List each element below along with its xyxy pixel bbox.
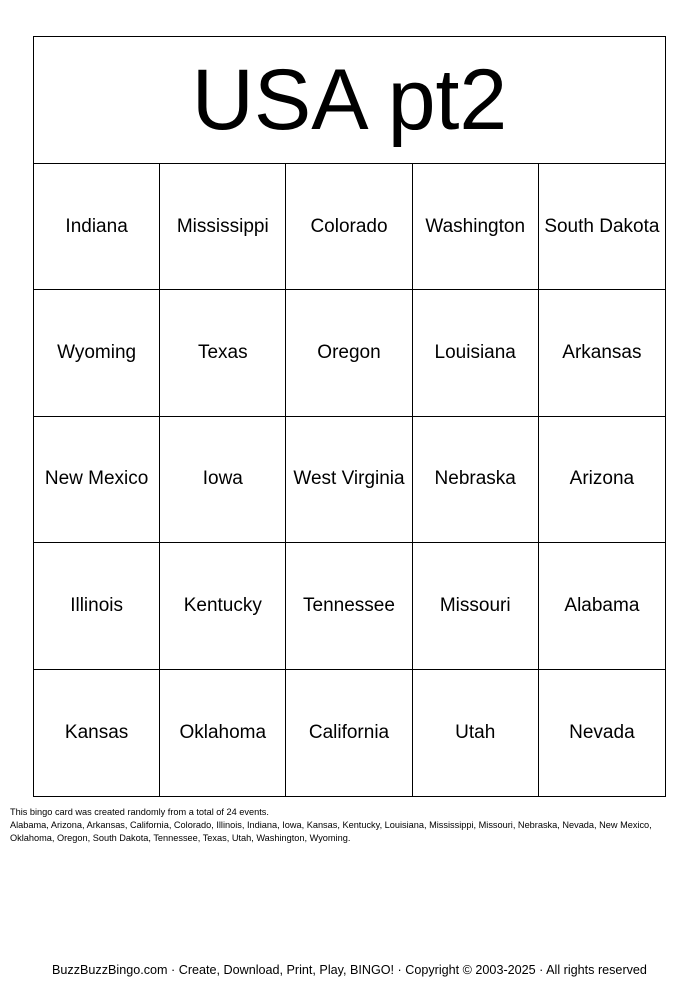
bingo-cell: Arkansas [539,290,665,416]
bingo-cell: Texas [160,290,286,416]
bingo-cell: Kansas [34,670,160,796]
bingo-cell: Arizona [539,417,665,543]
bingo-cell: Iowa [160,417,286,543]
bingo-cell: Washington [413,164,539,290]
bingo-grid [34,164,665,796]
bingo-cell: California [286,670,412,796]
page-footer: BuzzBuzzBingo.com · Create, Download, Print, Play, BINGO! · Copyright © 2003-2025 · All rights reserved [52,963,647,977]
bingo-cell: Nevada [569,721,635,743]
bingo-cell: Oregon [286,290,412,416]
bingo-cell: Indiana [34,164,160,290]
bingo-cell: Alabama [539,543,665,669]
bingo-cell: Oklahoma [160,670,286,796]
bingo-cell: Wyoming [34,290,160,416]
bingo-cell: South Dakota [539,164,665,290]
bingo-cell: Utah [413,670,539,796]
note-event-list: Alabama, Arizona, Arkansas, California, Colorado, Illinois, Indiana, Iowa, Kansas, Kentucky, Louisiana, Mississippi, Missouri, Nebraska, Nevada, New Mexico, Oklahoma, Oregon, South Dakota, Tennessee, Texas, Utah, Washington, Wyoming. [10,820,652,843]
bingo-cell: Kentucky [160,543,286,669]
bingo-cell: Illinois [34,543,160,669]
card-note [10,806,690,845]
card-title: USA pt2 [34,37,665,164]
note-summary: This bingo card was created randomly from a total of 24 events. [10,807,269,817]
bingo-cell: Colorado [286,164,412,290]
bingo-cell: Tennessee [286,543,412,669]
bingo-cell: West Virginia [286,417,412,543]
bingo-cell: Nebraska [413,417,539,543]
bingo-cell: Missouri [413,543,539,669]
bingo-cell: Louisiana [413,290,539,416]
bingo-cell: New Mexico [34,417,160,543]
bingo-cell: Mississippi [160,164,286,290]
bingo-card [33,36,666,797]
